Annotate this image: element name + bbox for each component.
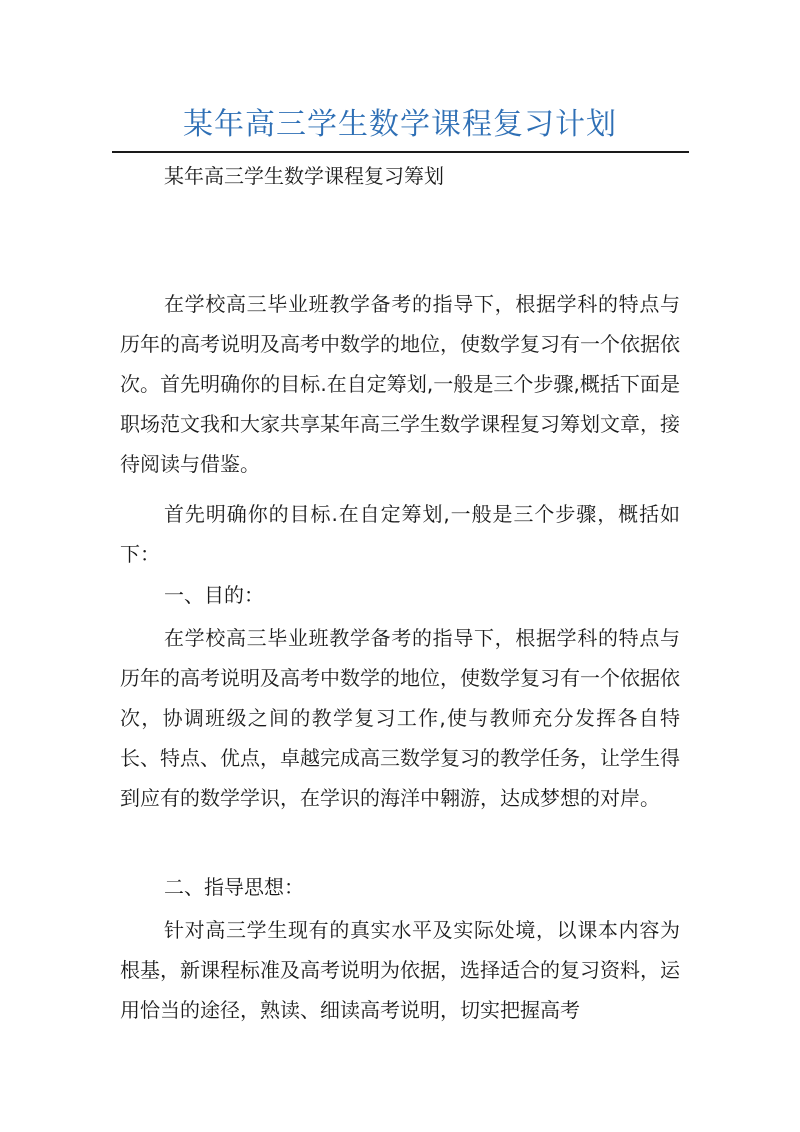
paragraph-guiding-thought: 针对高三学生现有的真实水平及实际处境，以课本内容为根基，新课程标准及高考说明为依据，选择适合的复习资料，运用恰当的途径，熟读、细读高考说明，切实把握高考 [120, 918, 680, 1022]
section-heading-guiding-thought: 二、指导思想： [164, 875, 304, 899]
section-heading-purpose: 一、目的： [164, 583, 264, 607]
paragraph-purpose: 在学校高三毕业班教学备考的指导下，根据学科的特点与历年的高考说明及高考中数学的地位，使数学复习有一个依据依次，协调班级之间的教学复习工作,使与教师充分发挥各自特长、特点、优点，卓越完成高三数学复习的教学任务，让学生得到应有的数学学识，在学识的海洋中翱游，达成梦想的对岸。 [120, 626, 680, 810]
document-subtitle: 某年高三学生数学课程复习筹划 [164, 164, 444, 188]
document-title: 某年高三学生数学课程复习计划 [183, 107, 617, 142]
title-underline [112, 151, 689, 153]
paragraph-intro: 在学校高三毕业班教学备考的指导下，根据学科的特点与历年的高考说明及高考中数学的地位，使数学复习有一个依据依次。首先明确你的目标.在自定筹划,一般是三个步骤,概括下面是职场范文我和大家共享某年高三学生数学课程复习筹划文章，接待阅读与借鉴。 [120, 292, 680, 476]
paragraph-steps: 首先明确你的目标.在自定筹划,一般是三个步骤，概括如下： [120, 502, 680, 566]
